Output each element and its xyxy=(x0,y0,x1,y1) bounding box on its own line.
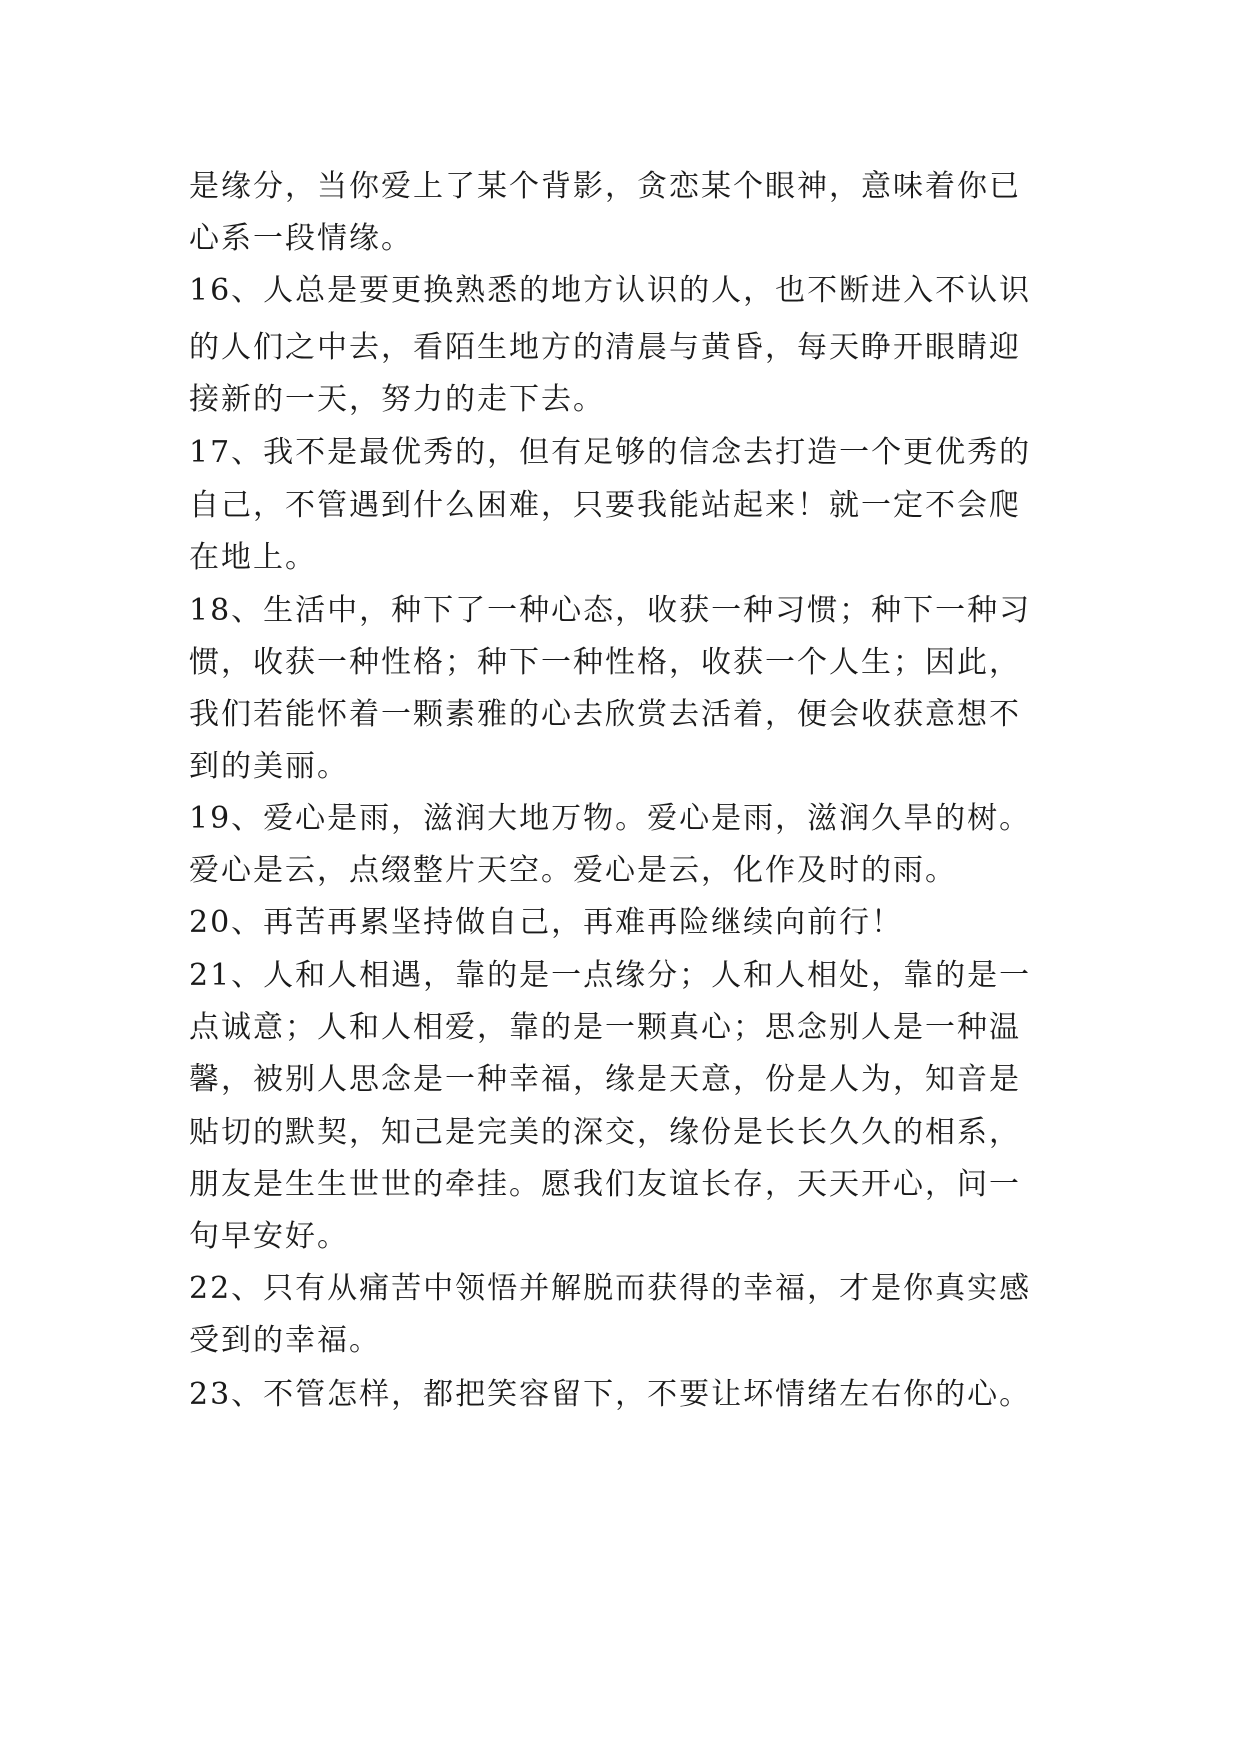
text-line: 16、人总是要更换熟悉的地方认识的人，也不断进入不认识 xyxy=(189,273,1032,308)
text-line: 受到的幸福。 xyxy=(189,1323,381,1358)
text-line: 接新的一天，努力的走下去。 xyxy=(189,382,605,417)
text-line: 句早安好。 xyxy=(189,1219,349,1254)
text-line: 23、不管怎样，都把笑容留下，不要让坏情绪左右你的心。 xyxy=(189,1377,1032,1412)
text-line: 馨，被别人思念是一种幸福，缘是天意，份是人为，知音是 xyxy=(189,1062,1021,1097)
text-line: 爱心是云，点缀整片天空。爱心是云，化作及时的雨。 xyxy=(189,853,957,888)
text-line: 朋友是生生世世的牵挂。愿我们友谊长存，天天开心，问一 xyxy=(189,1167,1021,1202)
text-line: 19、爱心是雨，滋润大地万物。爱心是雨，滋润久旱的树。 xyxy=(189,801,1032,836)
text-line: 的人们之中去，看陌生地方的清晨与黄昏，每天睁开眼睛迎 xyxy=(189,330,1021,365)
text-line: 心系一段情缘。 xyxy=(189,221,413,256)
text-line: 在地上。 xyxy=(189,540,317,575)
text-line: 是缘分，当你爱上了某个背影，贪恋某个眼神，意味着你已 xyxy=(189,169,1021,204)
text-line: 20、再苦再累坚持做自己，再难再险继续向前行！ xyxy=(189,905,904,940)
text-line: 22、只有从痛苦中领悟并解脱而获得的幸福，才是你真实感 xyxy=(189,1271,1032,1306)
text-line: 17、我不是最优秀的，但有足够的信念去打造一个更优秀的 xyxy=(189,435,1032,470)
text-line: 18、生活中，种下了一种心态，收获一种习惯；种下一种习 xyxy=(189,593,1032,628)
text-line: 自己，不管遇到什么困难，只要我能站起来！就一定不会爬 xyxy=(189,488,1021,523)
text-line: 贴切的默契，知己是完美的深交，缘份是长长久久的相系， xyxy=(189,1115,1021,1150)
text-line: 我们若能怀着一颗素雅的心去欣赏去活着，便会收获意想不 xyxy=(189,697,1021,732)
text-line: 21、人和人相遇，靠的是一点缘分；人和人相处，靠的是一 xyxy=(189,958,1032,993)
text-line: 惯，收获一种性格；种下一种性格，收获一个人生；因此， xyxy=(189,645,1021,680)
text-line: 点诚意；人和人相爱，靠的是一颗真心；思念别人是一种温 xyxy=(189,1010,1021,1045)
text-line: 到的美丽。 xyxy=(189,749,349,784)
